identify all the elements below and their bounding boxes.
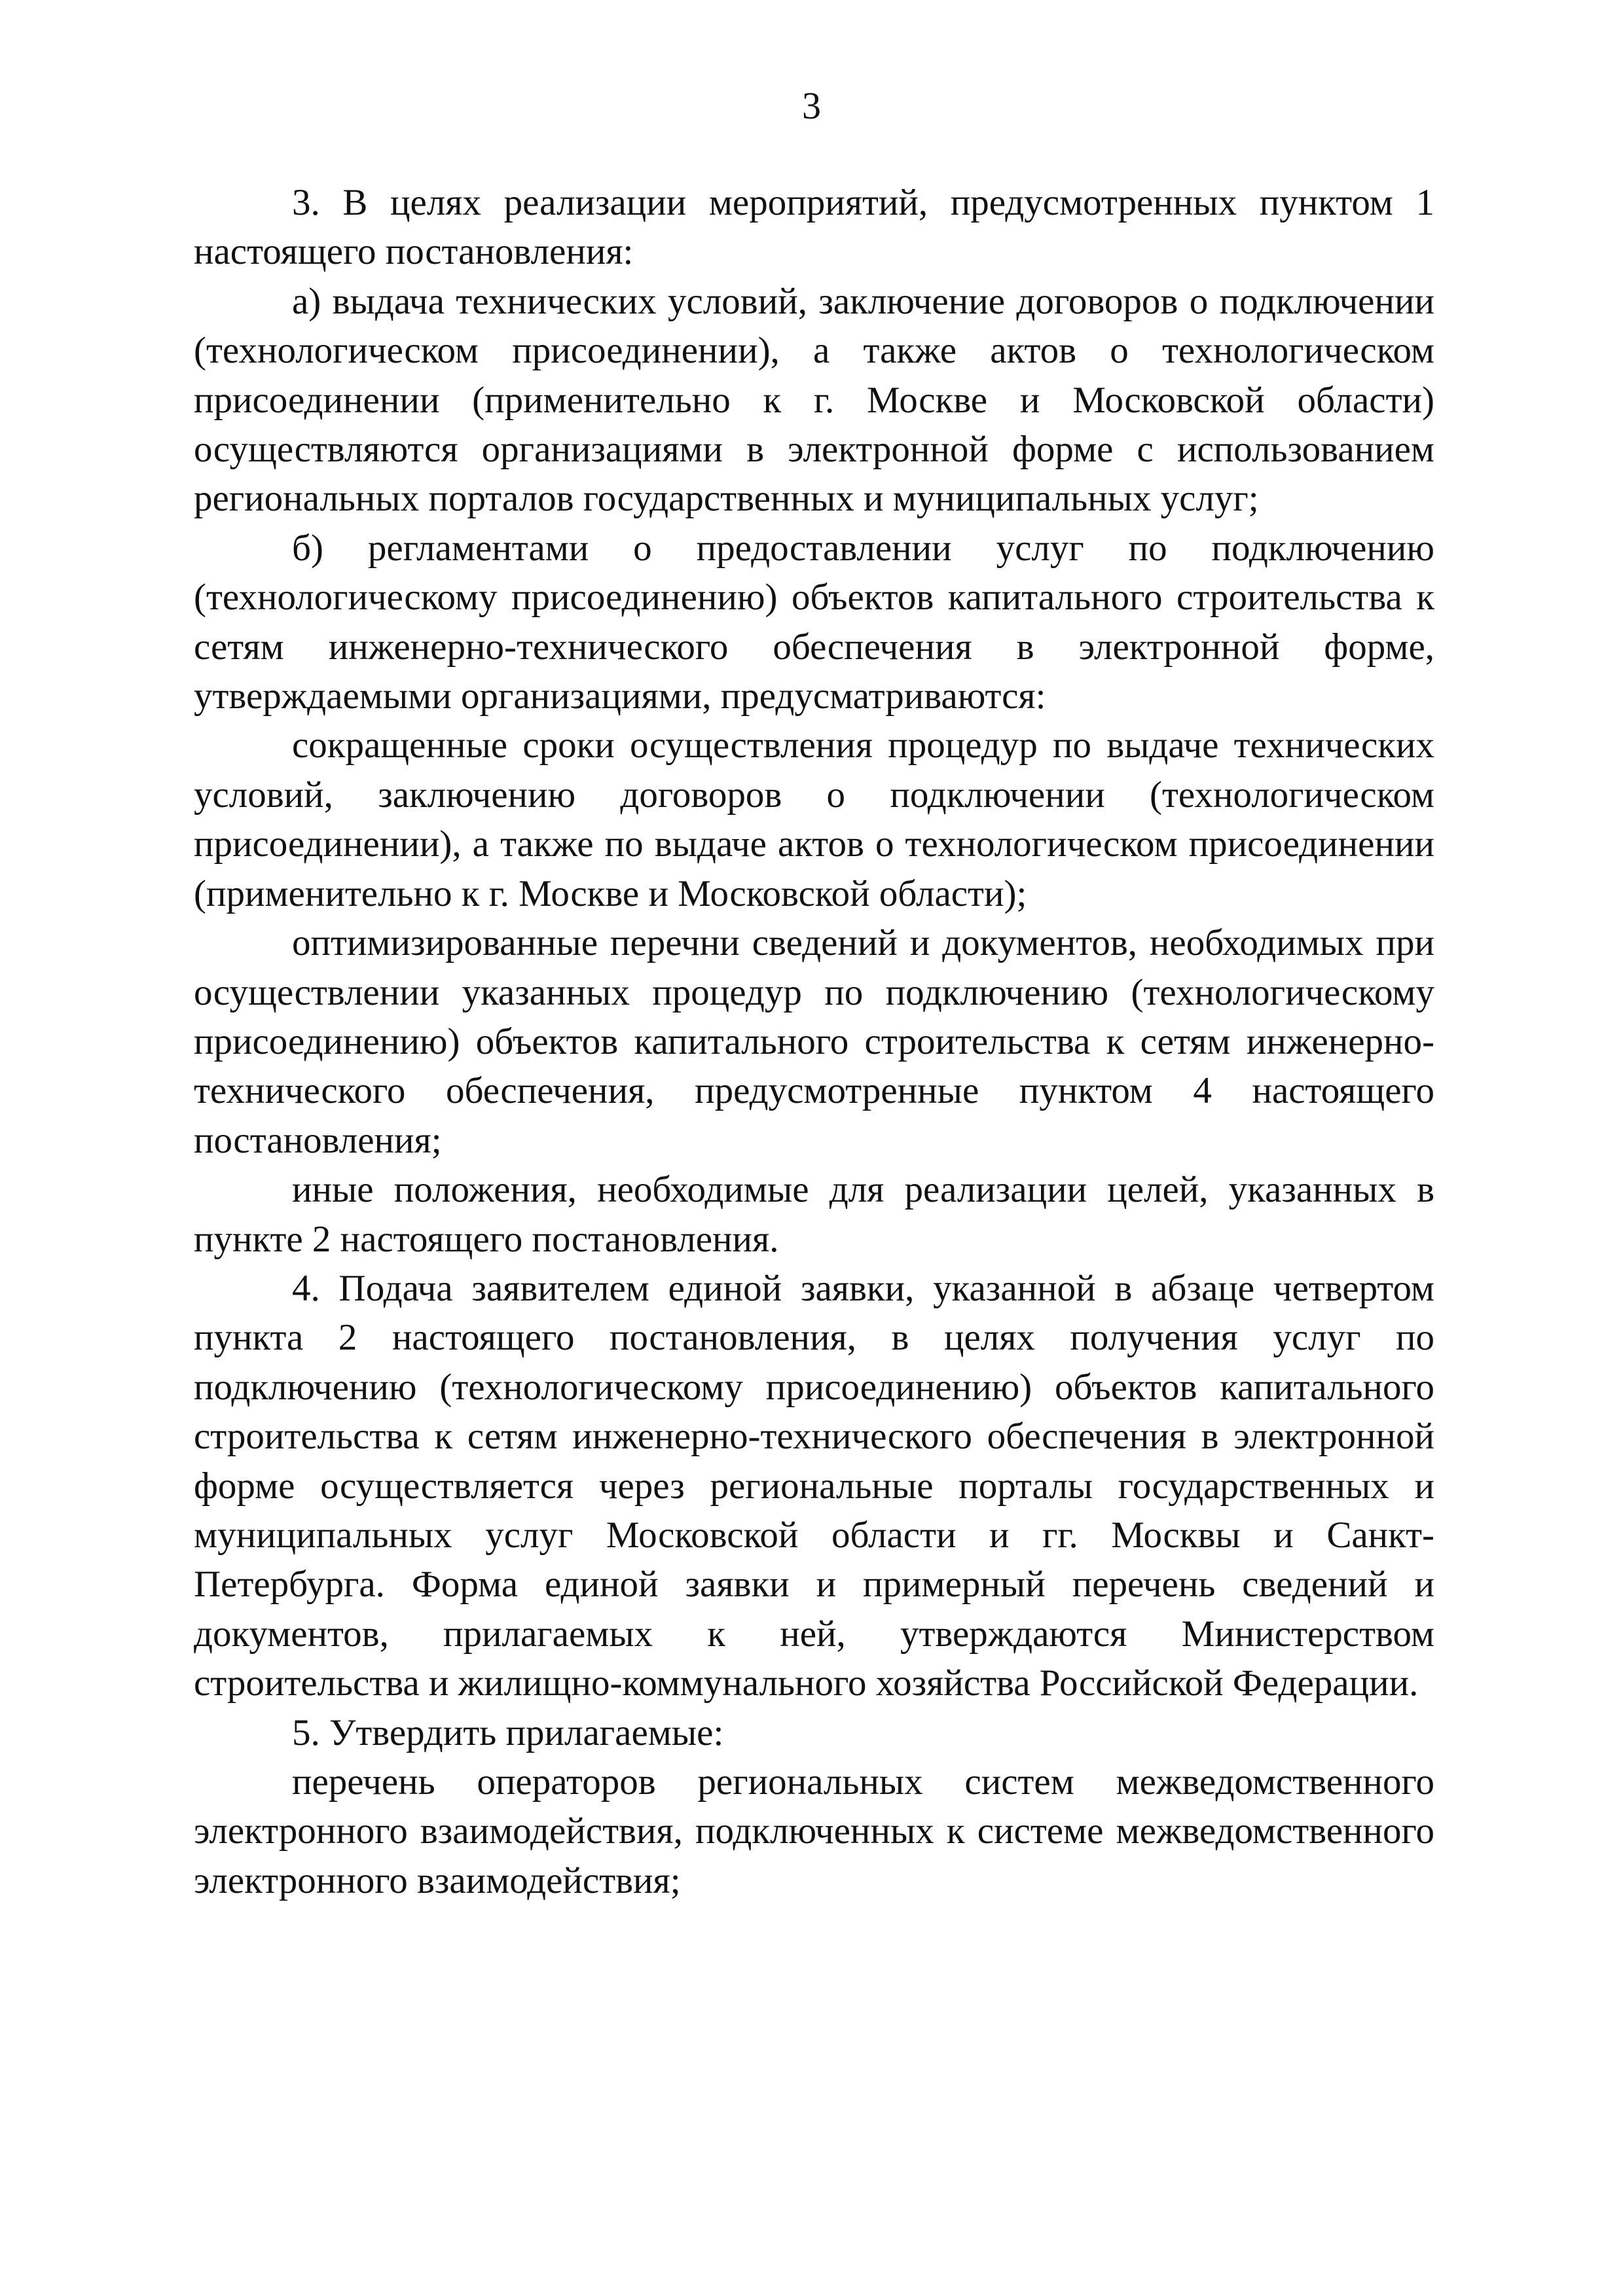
paragraph-3b-item-3: иные положения, необходимые для реализации целей, указанных в пункте 2 настоящего постановления. bbox=[194, 1169, 1434, 1260]
paragraph-3b-item-2: оптимизированные перечни сведений и документов, необходимых при осуществлении указанных процедур по подключению (технологическому присоединению) объектов капитального строительства к сетям инженерно-технического обеспечения, предусмотренные пунктом 4 настоящего постановления; bbox=[194, 922, 1434, 1161]
paragraph-3b: б) регламентами о предоставлении услуг по подключению (технологическому присоединению) объектов капитального строительства к сетям инженерно-технического обеспечения в электронной форме, утверждаемыми организациями, предусматриваются: bbox=[194, 527, 1434, 717]
paragraph-3: 3. В целях реализации мероприятий, предусмотренных пунктом 1 настоящего постановления: bbox=[194, 182, 1434, 273]
paragraph-5-item-1: перечень операторов региональных систем межведомственного электронного взаимодействия, подключенных к системе межведомственного электронного взаимодействия; bbox=[194, 1761, 1434, 1901]
paragraph-3a: а) выдача технических условий, заключение договоров о подключении (технологическом присоединении), а также актов о технологическом присоединении (применительно к г. Москве и Московской области) осуществляются организациями в электронной форме с использованием региональных порталов государственных и муниципальных услуг; bbox=[194, 280, 1434, 520]
page-number: 3 bbox=[802, 84, 821, 127]
paragraph-3b-item-1: сокращенные сроки осуществления процедур по выдаче технических условий, заключению договоров о подключении (технологическом присоединении), а также по выдаче актов о технологическом присоединении (применительно к г. Москве и Московской области); bbox=[194, 725, 1434, 914]
document-body bbox=[194, 178, 1434, 1905]
paragraph-5: 5. Утвердить прилагаемые: bbox=[292, 1712, 724, 1753]
paragraph-4: 4. Подача заявителем единой заявки, указанной в абзаце четвертом пункта 2 настоящего постановления, в целях получения услуг по подключению (технологическому присоединению) объектов капитального строительства к сетям инженерно-технического обеспечения в электронной форме осуществляется через региональные порталы государственных и муниципальных услуг Московской области и гг. Москвы и Санкт-Петербурга. Форма единой заявки и примерный перечень сведений и документов, прилагаемых к ней, утверждаются Министерством строительства и жилищно-коммунального хозяйства Российской Федерации. bbox=[194, 1267, 1434, 1704]
